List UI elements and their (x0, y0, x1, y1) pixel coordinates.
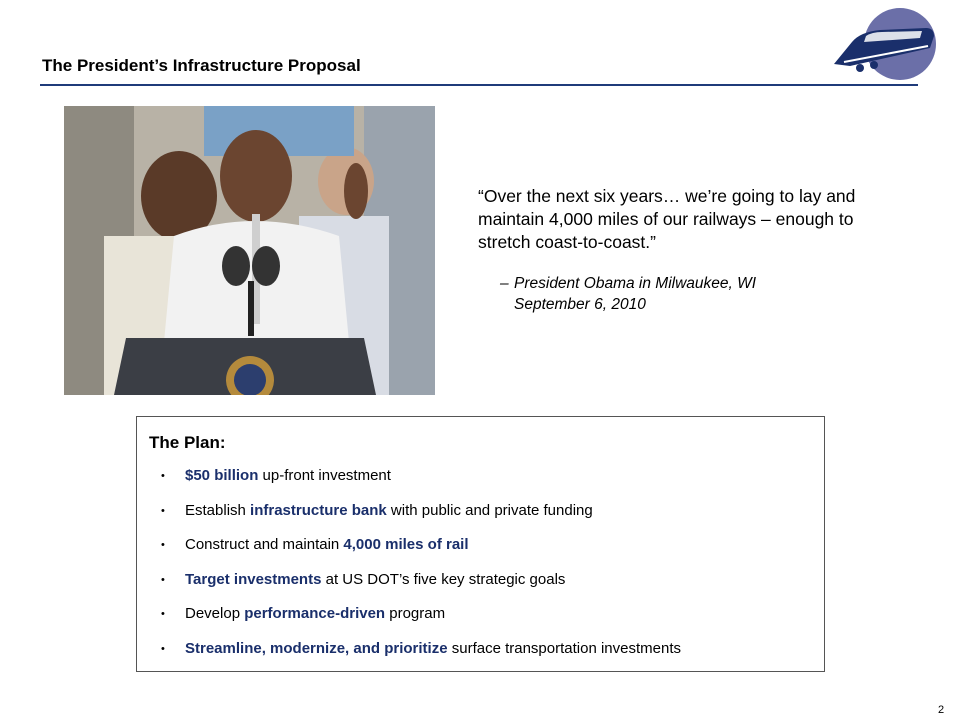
bullet-icon: • (161, 608, 165, 620)
quote-text: “Over the next six years… we’re going to lay and maintain 4,000 miles of our railways – enough to stretch coast-to-coast.” (478, 186, 856, 252)
plan-item-highlight: $50 billion (185, 467, 259, 484)
plan-box (136, 416, 825, 672)
bullet-icon: • (161, 539, 165, 551)
plan-item-post: up-front investment (258, 467, 391, 484)
plan-item (159, 640, 681, 675)
high-speed-train-icon (830, 6, 940, 82)
plan-item (159, 536, 681, 571)
quote-attribution (500, 273, 880, 315)
plan-item-pre: Establish (185, 501, 251, 519)
bullet-icon: • (161, 642, 165, 655)
plan-heading: The Plan: (149, 433, 226, 452)
plan-item-pre: Develop (185, 605, 245, 622)
plan-item-highlight: Streamline, modernize, and prioritize (185, 639, 448, 657)
plan-item-highlight: 4,000 miles of rail (343, 536, 469, 553)
bullet-icon: • (161, 504, 165, 517)
plan-item-pre: Construct and maintain (185, 536, 344, 553)
plan-item (159, 571, 681, 606)
speaker-at-podium-photo (64, 106, 435, 395)
plan-item-highlight: infrastructure bank (250, 501, 387, 519)
plan-item-post: with public and private funding (386, 501, 593, 519)
plan-item-post: program (385, 605, 446, 622)
plan-item (159, 502, 681, 537)
plan-item (159, 605, 681, 640)
plan-item-highlight: Target investments (185, 570, 322, 588)
plan-item-post: surface transportation investments (447, 639, 682, 657)
title-divider (40, 84, 918, 86)
plan-list (159, 467, 681, 674)
slide-title: The President’s Infrastructure Proposal (42, 56, 361, 75)
attribution-line2: September 6, 2010 (514, 296, 646, 313)
attribution-line1: President Obama in Milwaukee, WI (514, 275, 757, 292)
bullet-icon: • (161, 470, 165, 482)
plan-item-post: at US DOT’s five key strategic goals (321, 570, 566, 588)
plan-item-highlight: performance-driven (244, 605, 386, 622)
plan-item (159, 467, 681, 502)
bullet-icon: • (161, 573, 165, 586)
attribution-dash: – (500, 275, 509, 292)
page-number: 2 (938, 704, 945, 716)
